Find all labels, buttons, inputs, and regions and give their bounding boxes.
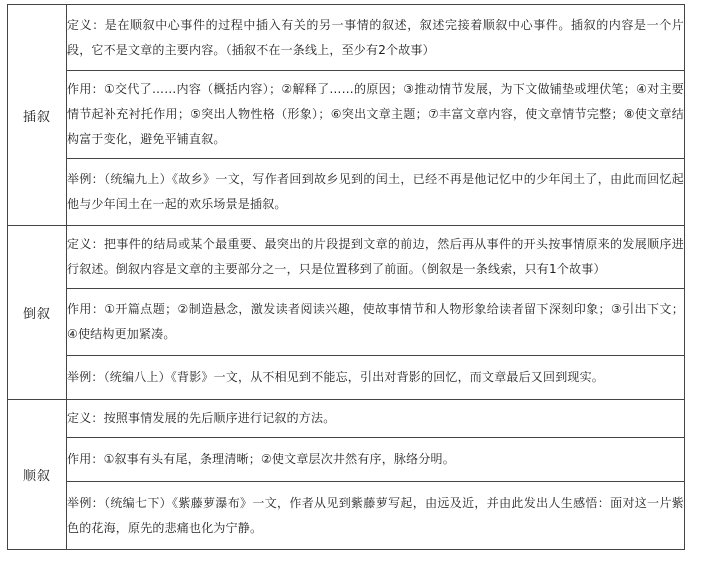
table-row xyxy=(8,159,685,226)
table-row xyxy=(8,356,685,400)
narration-methods-table xyxy=(7,4,685,550)
table-row xyxy=(8,226,685,289)
table-row xyxy=(8,71,685,159)
table-row xyxy=(8,438,685,482)
table-row xyxy=(8,289,685,356)
category-cell-chaxu: 插叙 xyxy=(8,5,67,226)
category-cell-shunxu: 顺叙 xyxy=(8,400,67,550)
category-cell-daoxu: 倒叙 xyxy=(8,226,67,400)
example-cell: 举例：（统编九上）《故乡》一文，写作者回到故乡见到的闰土，已经不再是他记忆中的少年闰土了，由此而回忆起他与少年闰土在一起的欢乐场景是插叙。 xyxy=(67,159,685,226)
table-row xyxy=(8,5,685,71)
definition-cell: 定义：是在顺叙中心事件的过程中插入有关的另一事情的叙述，叙述完接着顺叙中心事件。插叙的内容是一个片段，它不是文章的主要内容。（插叙不在一条线上，至少有2个故事） xyxy=(67,5,685,71)
function-cell: 作用：①交代了……内容（概括内容）；②解释了……的原因；③推动情节发展，为下文做铺垫或埋伏笔；④对主要情节起补充衬托作用；⑤突出人物性格（形象）；⑥突出文章主题；⑦丰富文章内容，使文章情节完整；⑧使文章结构富于变化，避免平铺直叙。 xyxy=(67,71,685,159)
table-row xyxy=(8,482,685,550)
example-cell: 举例：（统编七下）《紫藤萝瀑布》一文，作者从见到紫藤萝写起，由远及近，并由此发出人生感悟：面对这一片紫色的花海，原先的悲痛也化为宁静。 xyxy=(67,482,685,550)
definition-cell: 定义：把事件的结局或某个最重要、最突出的片段提到文章的前边，然后再从事件的开头按事情原来的发展顺序进行叙述。倒叙内容是文章的主要部分之一，只是位置移到了前面。（倒叙是一条线索，只有1个故事） xyxy=(67,226,685,289)
function-cell: 作用：①开篇点题；②制造悬念，激发读者阅读兴趣，使故事情节和人物形象给读者留下深刻印象；③引出下文；④使结构更加紧凑。 xyxy=(67,289,685,356)
definition-cell: 定义：按照事情发展的先后顺序进行记叙的方法。 xyxy=(67,400,685,438)
narration-methods-sheet xyxy=(7,4,685,550)
function-cell: 作用：①叙事有头有尾，条理清晰；②使文章层次井然有序，脉络分明。 xyxy=(67,438,685,482)
table-row xyxy=(8,400,685,438)
example-cell: 举例：（统编八上）《背影》一文，从不相见到不能忘，引出对背影的回忆，而文章最后又回到现实。 xyxy=(67,356,685,400)
